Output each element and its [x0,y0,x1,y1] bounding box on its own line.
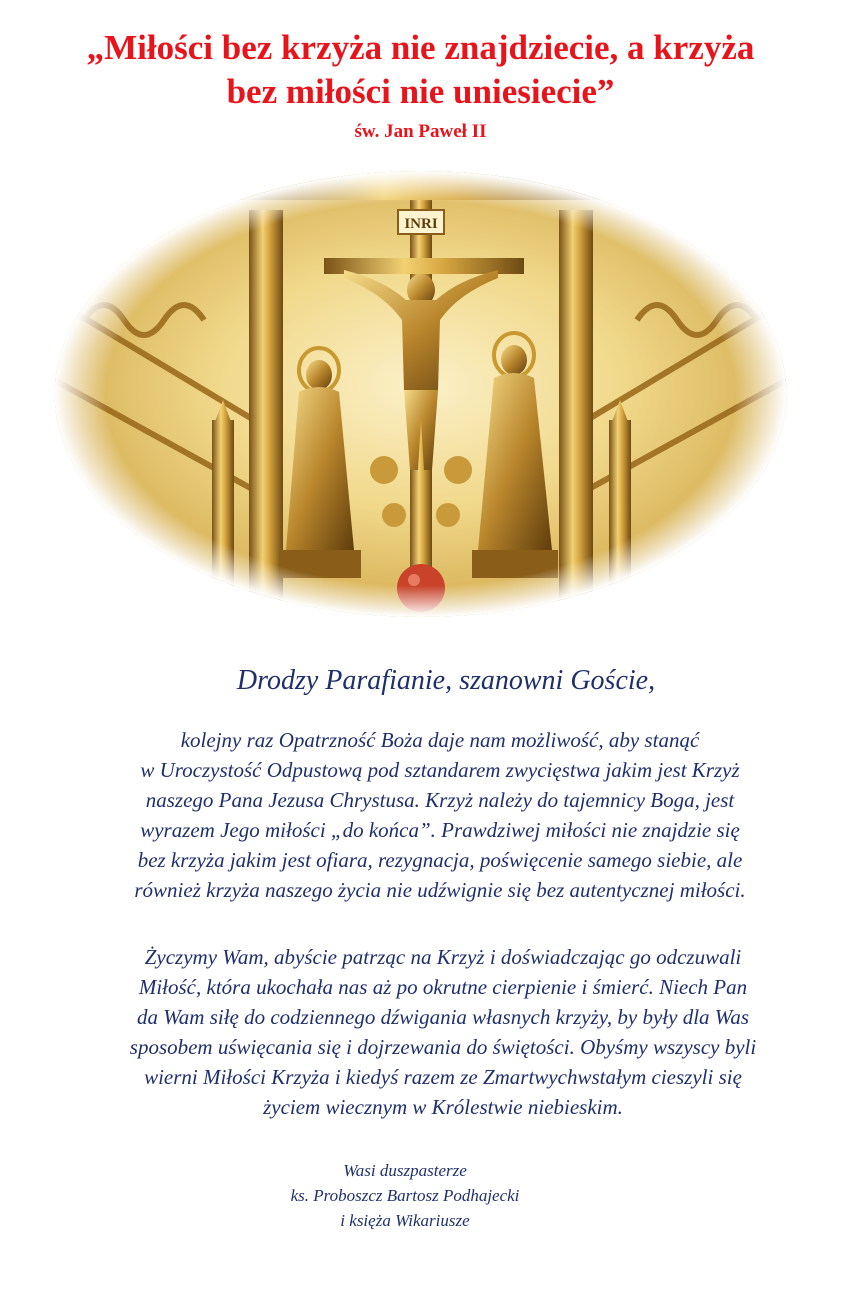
signature-line: Wasi duszpasterze [343,1161,467,1180]
paragraph-line: wierni Miłości Krzyża i kiedyś razem ze Zmartwychwstałym cieszyli się [144,1065,742,1089]
paragraph-line: w Uroczystość Odpustową pod sztandarem zwycięstwa jakim jest Krzyż [140,758,740,782]
paragraph-line: kolejny raz Opatrzność Boża daje nam możliwość, aby stanąć [180,728,700,752]
paragraph-line: wyrazem Jego miłości „do końca”. Prawdziwej miłości nie znajdzie się [140,818,740,842]
signature-line: ks. Proboszcz Bartosz Podhajecki [290,1186,520,1205]
paragraph-line: bez krzyża jakim jest ofiara, rezygnacja, poświęcenie samego siebie, ale [137,848,743,872]
letter-signature [200,1158,610,1233]
paragraph-line: życiem wiecznym w Królestwie niebieskim. [263,1095,623,1119]
quote-line-1: „Miłości bez krzyża nie znajdziecie, a krzyża [86,28,755,67]
paragraph-line: również krzyża naszego życia nie udźwignie się bez autentycznej miłości. [134,878,746,902]
paragraph-line: sposobem uświęcania się i dojrzewania do świętości. Obyśmy wszyscy byli [129,1035,757,1059]
crucifix-reliquary-image [54,170,787,618]
letter-greeting: Drodzy Parafianie, szanowni Goście, [236,665,656,696]
paragraph-line: Miłość, która ukochała nas aż po okrutne cierpienie i śmierć. Niech Pan [138,975,748,999]
paragraph-line: Życzymy Wam, abyście patrząc na Krzyż i doświadczając go odczuwali [144,945,742,969]
quote-heading [0,26,841,114]
paragraph-line: naszego Pana Jezusa Chrystusa. Krzyż należy do tajemnicy Boga, jest [145,788,735,812]
letter-paragraph-1 [50,725,830,905]
quote-author: św. Jan Paweł II [354,121,487,142]
signature-line: i księża Wikariusze [340,1211,470,1230]
quote-line-2: bez miłości nie uniesiecie” [226,72,615,111]
paragraph-line: da Wam siłę do codziennego dźwigania własnych krzyży, by były dla Was [136,1005,750,1029]
letter-paragraph-2 [48,942,838,1122]
